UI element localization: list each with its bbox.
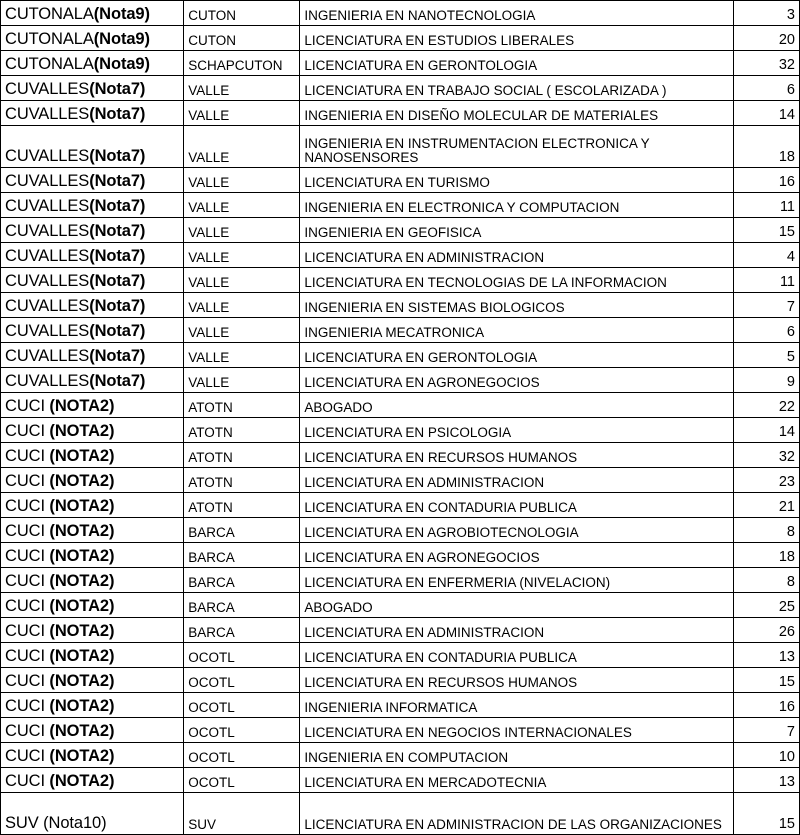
table-row: [1, 268, 800, 293]
campus-name: CUVALLES: [5, 271, 90, 290]
campus-note: (Nota9): [93, 4, 150, 23]
campus-note: (Nota7): [89, 171, 146, 190]
campus-name: CUVALLES: [5, 104, 90, 123]
table-row: [1, 493, 800, 518]
cell-sede: SCHAPCUTON: [184, 51, 300, 76]
cell-sede: SUV: [184, 793, 300, 835]
cell-sede: OCOTL: [184, 668, 300, 693]
cell-cantidad: 8: [733, 518, 799, 543]
table-row: [1, 718, 800, 743]
cell-cantidad: 26: [733, 618, 799, 643]
cell-sede: OCOTL: [184, 768, 300, 793]
table-row: [1, 126, 800, 168]
cell-programa: INGENIERIA EN INSTRUMENTACION ELECTRONICA Y NANOSENSORES: [300, 126, 734, 168]
cell-programa: LICENCIATURA EN ENFERMERIA (NIVELACION): [300, 568, 734, 593]
cell-campus: [1, 468, 184, 493]
table-row: [1, 76, 800, 101]
cell-sede: ATOTN: [184, 443, 300, 468]
table-row: [1, 443, 800, 468]
cell-programa: INGENIERIA EN NANOTECNOLOGIA: [300, 1, 734, 26]
cell-campus: [1, 693, 184, 718]
campus-name: CUCI: [5, 721, 50, 740]
campus-note: (NOTA2): [49, 396, 115, 415]
campus-name: CUCI: [5, 621, 50, 640]
table-row: [1, 343, 800, 368]
cell-cantidad: 15: [733, 793, 799, 835]
cell-sede: VALLE: [184, 126, 300, 168]
cell-cantidad: 32: [733, 443, 799, 468]
table-row: [1, 643, 800, 668]
table-row: [1, 668, 800, 693]
campus-note: (Nota7): [89, 346, 146, 365]
cell-campus: [1, 268, 184, 293]
cell-programa: LICENCIATURA EN RECURSOS HUMANOS: [300, 443, 734, 468]
table-row: [1, 101, 800, 126]
campus-name: CUVALLES: [5, 196, 90, 215]
cell-programa: LICENCIATURA EN ADMINISTRACION: [300, 468, 734, 493]
cell-sede: VALLE: [184, 293, 300, 318]
cell-sede: OCOTL: [184, 643, 300, 668]
campus-note: (NOTA2): [49, 771, 115, 790]
cell-sede: VALLE: [184, 101, 300, 126]
cell-sede: ATOTN: [184, 468, 300, 493]
table-row: [1, 618, 800, 643]
campus-note: (Nota7): [89, 196, 146, 215]
campus-note: (Nota9): [93, 29, 150, 48]
campus-name: CUCI: [5, 396, 50, 415]
cell-cantidad: 9: [733, 368, 799, 393]
campus-name: CUCI: [5, 671, 50, 690]
cell-programa: ABOGADO: [300, 393, 734, 418]
cell-programa: INGENIERIA EN COMPUTACION: [300, 743, 734, 768]
campus-note: (NOTA2): [49, 621, 115, 640]
campus-note: (NOTA2): [49, 471, 115, 490]
cell-sede: VALLE: [184, 318, 300, 343]
cell-cantidad: 5: [733, 343, 799, 368]
cell-sede: VALLE: [184, 76, 300, 101]
cell-programa: LICENCIATURA EN CONTADURIA PUBLICA: [300, 493, 734, 518]
table-row: [1, 568, 800, 593]
cell-programa: LICENCIATURA EN AGRONEGOCIOS: [300, 543, 734, 568]
campus-note: (NOTA2): [49, 596, 115, 615]
cell-cantidad: 11: [733, 193, 799, 218]
cell-cantidad: 11: [733, 268, 799, 293]
campus-note: (NOTA2): [49, 446, 115, 465]
cell-campus: [1, 343, 184, 368]
cell-programa: LICENCIATURA EN ADMINISTRACION DE LAS ORGANIZACIONES: [300, 793, 734, 835]
cell-campus: [1, 618, 184, 643]
cell-programa: LICENCIATURA EN CONTADURIA PUBLICA: [300, 643, 734, 668]
cell-sede: VALLE: [184, 268, 300, 293]
campus-note: (Nota7): [89, 79, 146, 98]
campus-name: CUVALLES: [5, 246, 90, 265]
campus-name: CUVALLES: [5, 321, 90, 340]
cell-cantidad: 6: [733, 318, 799, 343]
campus-name: CUVALLES: [5, 79, 90, 98]
campus-note: (NOTA2): [49, 721, 115, 740]
campus-name: CUCI: [5, 646, 50, 665]
cell-programa: LICENCIATURA EN ADMINISTRACION: [300, 243, 734, 268]
cell-campus: [1, 368, 184, 393]
cell-sede: BARCA: [184, 618, 300, 643]
campus-note: (NOTA2): [49, 496, 115, 515]
table-row: [1, 243, 800, 268]
table-body: [1, 1, 800, 835]
table-row: [1, 1, 800, 26]
campus-name: CUVALLES: [5, 146, 90, 165]
table-row: [1, 293, 800, 318]
cell-campus: [1, 718, 184, 743]
campus-note: (NOTA2): [49, 521, 115, 540]
campus-name: CUCI: [5, 596, 50, 615]
campus-note: (NOTA2): [49, 546, 115, 565]
campus-name: CUCI: [5, 521, 50, 540]
cell-programa: LICENCIATURA EN AGRONEGOCIOS: [300, 368, 734, 393]
cell-programa: INGENIERIA EN DISEÑO MOLECULAR DE MATERIALES: [300, 101, 734, 126]
table-row: [1, 518, 800, 543]
cell-cantidad: 18: [733, 126, 799, 168]
cell-cantidad: 22: [733, 393, 799, 418]
campus-note: (Nota7): [89, 246, 146, 265]
campus-name: CUCI: [5, 421, 50, 440]
table-row: [1, 793, 800, 835]
cell-campus: [1, 126, 184, 168]
cell-programa: LICENCIATURA EN ESTUDIOS LIBERALES: [300, 26, 734, 51]
campus-name: CUVALLES: [5, 346, 90, 365]
table-row: [1, 693, 800, 718]
cell-sede: OCOTL: [184, 718, 300, 743]
cell-sede: CUTON: [184, 1, 300, 26]
campus-note: (Nota7): [89, 371, 146, 390]
campus-name: CUCI: [5, 446, 50, 465]
table-row: [1, 593, 800, 618]
cell-cantidad: 20: [733, 26, 799, 51]
campus-name: CUVALLES: [5, 371, 90, 390]
cell-programa: LICENCIATURA EN AGROBIOTECNOLOGIA: [300, 518, 734, 543]
cell-sede: ATOTN: [184, 418, 300, 443]
campus-note: (NOTA2): [49, 571, 115, 590]
campus-name: CUCI: [5, 546, 50, 565]
campus-note: (Nota7): [89, 221, 146, 240]
cell-sede: BARCA: [184, 543, 300, 568]
cell-campus: [1, 643, 184, 668]
campus-note: (Nota7): [89, 271, 146, 290]
cell-cantidad: 7: [733, 293, 799, 318]
cell-campus: [1, 243, 184, 268]
campus-name: CUCI: [5, 496, 50, 515]
cell-programa: LICENCIATURA EN PSICOLOGIA: [300, 418, 734, 443]
cell-cantidad: 10: [733, 743, 799, 768]
table-row: [1, 193, 800, 218]
campus-name: CUCI: [5, 571, 50, 590]
cell-campus: [1, 668, 184, 693]
cell-cantidad: 32: [733, 51, 799, 76]
cell-campus: [1, 76, 184, 101]
cell-programa: LICENCIATURA EN GERONTOLOGIA: [300, 343, 734, 368]
campus-note: (NOTA2): [49, 696, 115, 715]
cell-campus: [1, 318, 184, 343]
campus-note: (Nota7): [89, 104, 146, 123]
table-row: [1, 218, 800, 243]
cell-sede: BARCA: [184, 518, 300, 543]
campus-name: CUTONALA: [5, 4, 94, 23]
table-row: [1, 468, 800, 493]
cell-sede: OCOTL: [184, 743, 300, 768]
cell-programa: LICENCIATURA EN RECURSOS HUMANOS: [300, 668, 734, 693]
cell-cantidad: 23: [733, 468, 799, 493]
cell-campus: [1, 743, 184, 768]
cell-sede: BARCA: [184, 593, 300, 618]
table-row: [1, 26, 800, 51]
table-row: [1, 393, 800, 418]
cell-cantidad: 15: [733, 668, 799, 693]
cell-campus: [1, 518, 184, 543]
cell-sede: VALLE: [184, 168, 300, 193]
cell-cantidad: 13: [733, 643, 799, 668]
cell-campus: [1, 218, 184, 243]
campus-name: CUCI: [5, 771, 50, 790]
cell-cantidad: 21: [733, 493, 799, 518]
cell-cantidad: 6: [733, 76, 799, 101]
cell-cantidad: 3: [733, 1, 799, 26]
cell-cantidad: 4: [733, 243, 799, 268]
cell-campus: [1, 593, 184, 618]
table-row: [1, 168, 800, 193]
cell-programa: LICENCIATURA EN NEGOCIOS INTERNACIONALES: [300, 718, 734, 743]
cell-cantidad: 18: [733, 543, 799, 568]
cell-cantidad: 7: [733, 718, 799, 743]
cell-cantidad: 13: [733, 768, 799, 793]
cell-campus: [1, 418, 184, 443]
cell-campus: [1, 493, 184, 518]
cell-campus: [1, 1, 184, 26]
cell-campus: [1, 793, 184, 835]
cell-programa: INGENIERIA EN SISTEMAS BIOLOGICOS: [300, 293, 734, 318]
cell-programa: ABOGADO: [300, 593, 734, 618]
table-row: [1, 418, 800, 443]
campus-note: (NOTA2): [49, 746, 115, 765]
cell-campus: [1, 293, 184, 318]
campus-name: SUV (Nota10): [5, 813, 107, 832]
cell-campus: [1, 168, 184, 193]
cell-programa: LICENCIATURA EN ADMINISTRACION: [300, 618, 734, 643]
campus-name: CUCI: [5, 471, 50, 490]
campus-name: CUTONALA: [5, 29, 94, 48]
campus-name: CUCI: [5, 696, 50, 715]
cell-campus: [1, 443, 184, 468]
cell-sede: VALLE: [184, 218, 300, 243]
cell-campus: [1, 568, 184, 593]
cell-programa: INGENIERIA MECATRONICA: [300, 318, 734, 343]
cell-sede: ATOTN: [184, 393, 300, 418]
cell-programa: LICENCIATURA EN GERONTOLOGIA: [300, 51, 734, 76]
cell-sede: VALLE: [184, 343, 300, 368]
cell-programa: LICENCIATURA EN MERCADOTECNIA: [300, 768, 734, 793]
campus-note: (Nota9): [93, 54, 150, 73]
campus-note: (Nota7): [89, 321, 146, 340]
campus-name: CUVALLES: [5, 296, 90, 315]
campus-note: (NOTA2): [49, 421, 115, 440]
cell-campus: [1, 393, 184, 418]
cell-sede: BARCA: [184, 568, 300, 593]
cell-campus: [1, 543, 184, 568]
cell-cantidad: 16: [733, 168, 799, 193]
cell-sede: VALLE: [184, 368, 300, 393]
campus-note: (NOTA2): [49, 646, 115, 665]
cell-cantidad: 14: [733, 418, 799, 443]
cell-programa: INGENIERIA EN ELECTRONICA Y COMPUTACION: [300, 193, 734, 218]
table-row: [1, 368, 800, 393]
campus-name: CUCI: [5, 746, 50, 765]
cell-programa: INGENIERIA EN GEOFISICA: [300, 218, 734, 243]
cell-sede: VALLE: [184, 193, 300, 218]
table-row: [1, 51, 800, 76]
table-row: [1, 743, 800, 768]
campus-note: (NOTA2): [49, 671, 115, 690]
cell-campus: [1, 51, 184, 76]
cell-campus: [1, 26, 184, 51]
cell-campus: [1, 193, 184, 218]
campus-name: CUTONALA: [5, 54, 94, 73]
cell-campus: [1, 768, 184, 793]
cell-cantidad: 16: [733, 693, 799, 718]
cell-cantidad: 8: [733, 568, 799, 593]
cell-sede: CUTON: [184, 26, 300, 51]
cell-cantidad: 14: [733, 101, 799, 126]
campus-name: CUVALLES: [5, 171, 90, 190]
campus-note: (Nota7): [89, 146, 146, 165]
cell-sede: ATOTN: [184, 493, 300, 518]
cell-programa: LICENCIATURA EN TECNOLOGIAS DE LA INFORMACION: [300, 268, 734, 293]
cell-sede: OCOTL: [184, 693, 300, 718]
table-row: [1, 768, 800, 793]
cell-programa: LICENCIATURA EN TRABAJO SOCIAL ( ESCOLARIZADA ): [300, 76, 734, 101]
cell-campus: [1, 101, 184, 126]
campus-note: (Nota7): [89, 296, 146, 315]
table-row: [1, 543, 800, 568]
cell-programa: LICENCIATURA EN TURISMO: [300, 168, 734, 193]
table-row: [1, 318, 800, 343]
cell-sede: VALLE: [184, 243, 300, 268]
cell-programa: INGENIERIA INFORMATICA: [300, 693, 734, 718]
campus-name: CUVALLES: [5, 221, 90, 240]
cell-cantidad: 25: [733, 593, 799, 618]
cell-cantidad: 15: [733, 218, 799, 243]
